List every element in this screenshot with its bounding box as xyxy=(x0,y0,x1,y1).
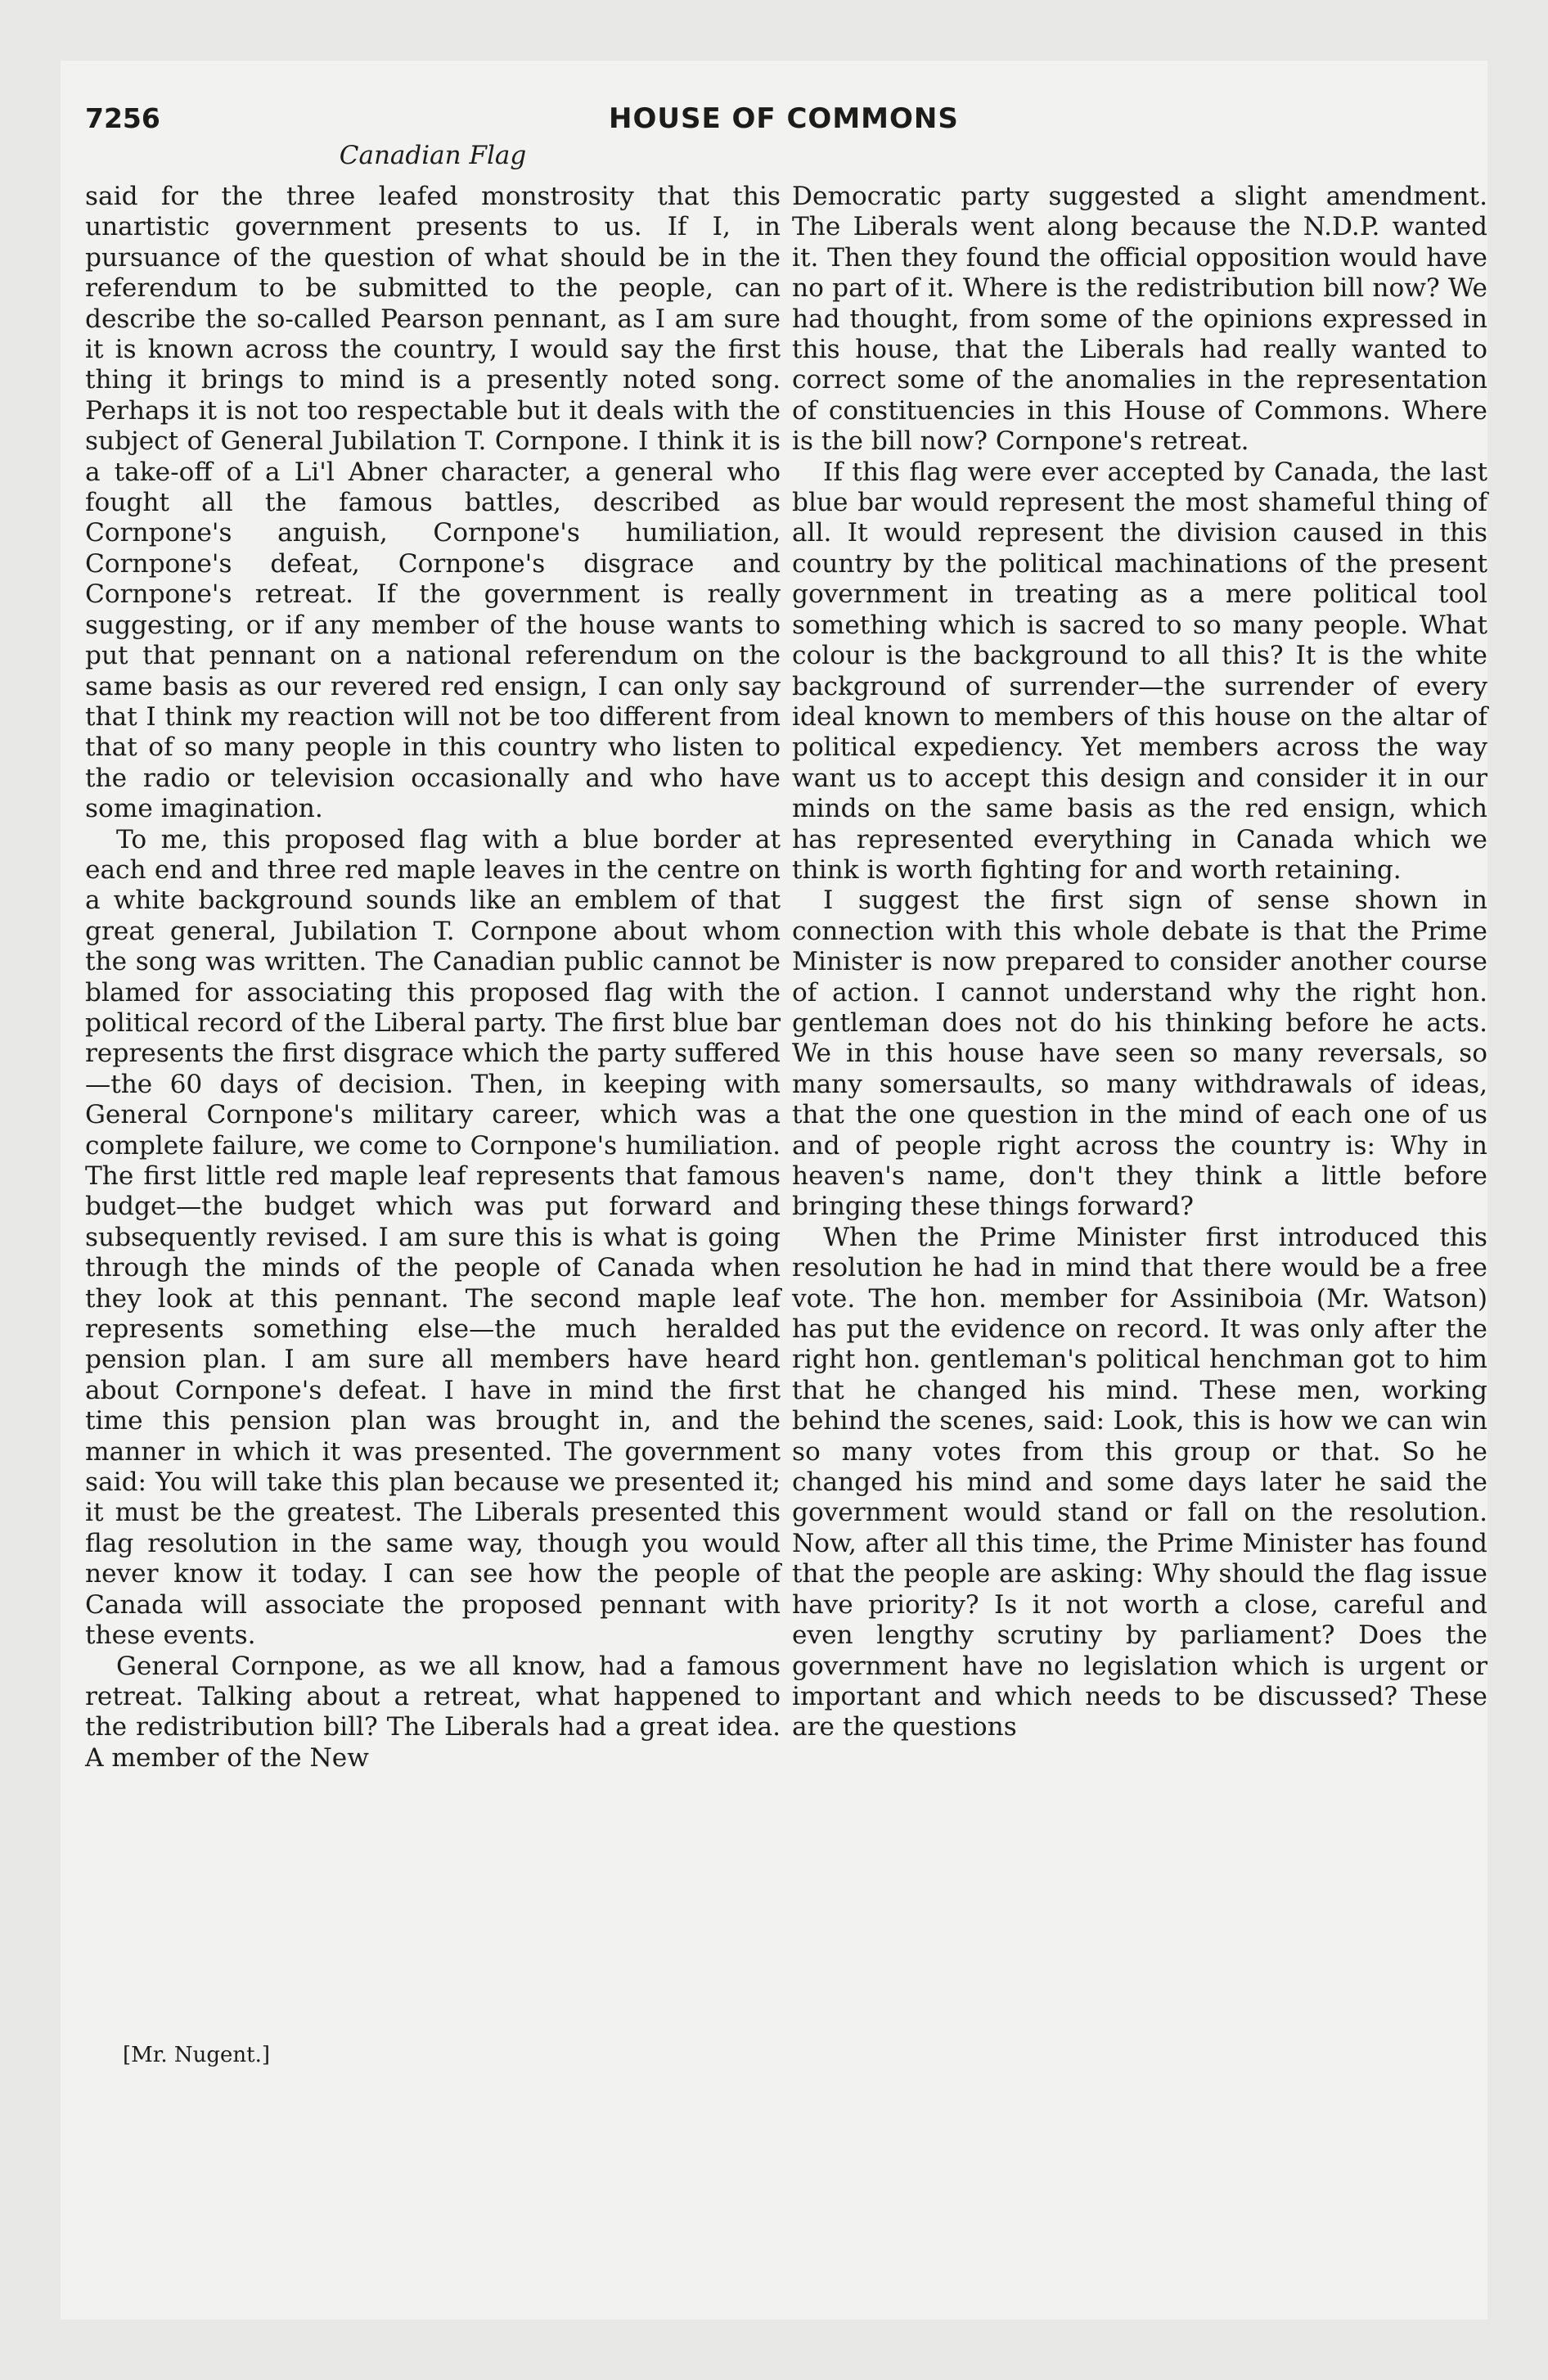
paragraph: To me, this proposed flag with a blue border at each end and three red maple leaves in the centre on a white background sounds like an emblem of that great general, Jubilation T. Cornpone about whom the song was written. The Canadian public cannot be blamed for associating this proposed flag with the political record of the Liberal party. The first blue bar represents the first disgrace which the party suffered—the 60 days of decision. Then, in keeping with General Cornpone's military career, which was a complete failure, we come to Cornpone's humiliation. The first little red maple leaf represents that famous budget—the budget which was put forward and subsequently revised. I am sure this is what is going through the minds of the people of Canada when they look at this pennant. The second maple leaf represents something else—the much heralded pension plan. I am sure all members have heard about Cornpone's defeat. I have in mind the first time this pension plan was brought in, and the manner in which it was presented. The government said: You will take this plan because we presented it; it must be the greatest. The Liberals presented this flag resolution in the same way, though you would never know it today. I can see how the people of Canada will associate the proposed pennant with these events. xyxy=(85,824,781,1651)
speaker-note: [Mr. Nugent.] xyxy=(123,2043,270,2067)
left-column xyxy=(85,182,781,1774)
paragraph: I suggest the first sign of sense shown in connection with this whole debate is that the Prime Minister is now prepared to consider another course of action. I cannot understand why the right hon. gentleman does not do his thinking before he acts. We in this house have seen so many reversals, so many somersaults, so many withdrawals of ideas, that the one question in the mind of each one of us and of people right across the country is: Why in heaven's name, don't they think a little before bringing these things forward? xyxy=(792,886,1487,1222)
paragraph: When the Prime Minister first introduced this resolution he had in mind that there would be a free vote. The hon. member for Assiniboia (Mr. Watson) has put the evidence on record. It was only after the right hon. gentleman's political henchman got to him that he changed his mind. These men, working behind the scenes, said: Look, this is how we can win so many votes from this group or that. So he changed his mind and some days later he said the government would stand or fall on the resolution. Now, after all this time, the Prime Minister has found that the people are asking: Why should the flag issue have priority? Is it not worth a close, careful and even lengthy scrutiny by parliament? Does the government have no legislation which is urgent or important and which needs to be discussed? These are the questions xyxy=(792,1222,1487,1742)
running-head: HOUSE OF COMMONS xyxy=(609,102,959,135)
page-number: 7256 xyxy=(85,102,160,134)
page-header xyxy=(85,102,1443,143)
paragraph: said for the three leafed monstrosity that this unartistic government presents to us. If I, in pursuance of the question of what should be in the referendum to be submitted to the people, can describe the so-called Pearson pennant, as I am sure it is known across the country, I would say the first thing it brings to mind is a presently noted song. Perhaps it is not too respectable but it deals with the subject of General Jubilation T. Cornpone. I think it is a take-off of a Li'l Abner character, a general who fought all the famous battles, described as Cornpone's anguish, Cornpone's humiliation, Cornpone's defeat, Cornpone's disgrace and Cornpone's retreat. If the government is really suggesting, or if any member of the house wants to put that pennant on a national referendum on the same basis as our revered red ensign, I can only say that I think my reaction will not be too different from that of so many people in this country who listen to the radio or television occasionally and who have some imagination. xyxy=(85,182,781,824)
paragraph: If this flag were ever accepted by Canada, the last blue bar would represent the most shameful thing of all. It would represent the division caused in this country by the political machinations of the present government in treating as a mere political tool something which is sacred to so many people. What colour is the background to all this? It is the white background of surrender—the surrender of every ideal known to members of this house on the altar of political expediency. Yet members across the way want us to accept this design and consider it in our minds on the same basis as the red ensign, which has represented everything in Canada which we think is worth fighting for and worth retaining. xyxy=(792,457,1487,885)
right-column xyxy=(792,182,1487,1743)
section-title: Canadian Flag xyxy=(339,141,527,170)
paragraph: General Cornpone, as we all know, had a famous retreat. Talking about a retreat, what happened to the redistribution bill? The Liberals had a great idea. A member of the New xyxy=(85,1651,781,1773)
paragraph: Democratic party suggested a slight amendment. The Liberals went along because the N.D.P. wanted it. Then they found the official opposition would have no part of it. Where is the redistribution bill now? We had thought, from some of the opinions expressed in this house, that the Liberals had really wanted to correct some of the anomalies in the representation of constituencies in this House of Commons. Where is the bill now? Cornpone's retreat. xyxy=(792,182,1487,457)
